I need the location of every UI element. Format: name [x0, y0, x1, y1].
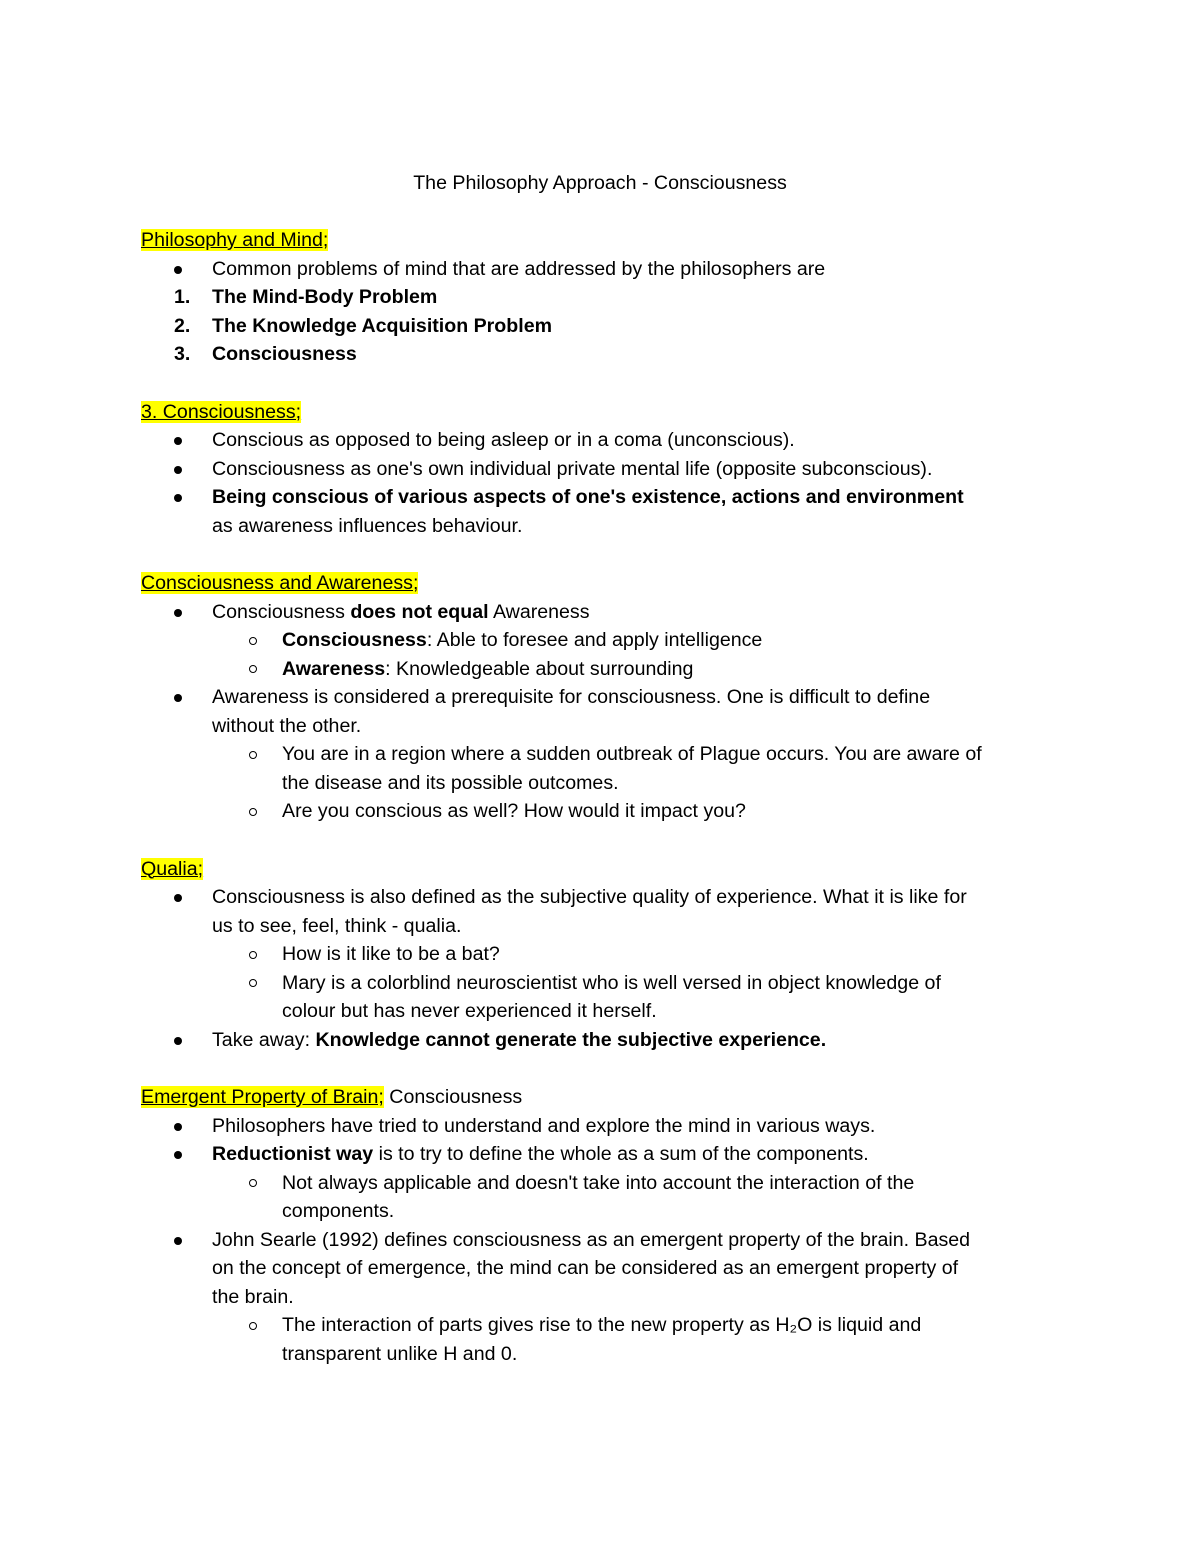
section-heading-consciousness-and-awareness: Consciousness and Awareness; — [141, 572, 419, 594]
bullet-icon — [174, 894, 182, 902]
sub-list-item: Mary is a colorblind neuroscientist who is well versed in object knowledge of — [141, 969, 1071, 998]
sub-list-item: Not always applicable and doesn't take into account the interaction of the — [141, 1169, 1071, 1198]
sub-list-item: Consciousness: Able to foresee and apply intelligence — [141, 626, 1071, 655]
sub-list-item: Awareness: Knowledgeable about surrounding — [141, 655, 1071, 684]
bullet-icon — [174, 437, 182, 445]
document-body — [141, 226, 1071, 1368]
list-item-continuation: us to see, feel, think - qualia. — [212, 914, 462, 937]
list-item: John Searle (1992) defines consciousness as an emergent property of the brain. Based — [141, 1226, 1071, 1255]
sub-list-item-continuation: the disease and its possible outcomes. — [282, 771, 619, 794]
bullet-icon — [174, 266, 182, 274]
list-item: Consciousness is also defined as the subjective quality of experience. What it is like for — [141, 883, 1071, 912]
list-item: Reductionist way is to try to define the whole as a sum of the components. — [141, 1140, 1071, 1169]
sub-list-item-continuation: components. — [282, 1200, 395, 1222]
list-item: Philosophers have tried to understand and explore the mind in various ways. — [141, 1112, 1071, 1141]
hollow-bullet-icon — [249, 951, 257, 959]
list-item-continuation: on the concept of emergence, the mind can be considered as an emergent property of — [212, 1257, 959, 1279]
hollow-bullet-icon — [249, 665, 257, 673]
bullet-icon — [174, 1151, 182, 1159]
hollow-bullet-icon — [249, 637, 257, 645]
list-item: Conscious as opposed to being asleep or in a coma (unconscious). — [141, 426, 1071, 455]
section-heading-philosophy-and-mind: Philosophy and Mind; — [141, 229, 329, 251]
sub-list-item: You are in a region where a sudden outbreak of Plague occurs. You are aware of — [141, 740, 1071, 769]
list-item: Being conscious of various aspects of one's existence, actions and environment — [141, 483, 1071, 512]
hollow-bullet-icon — [249, 751, 257, 759]
list-item: 2. The Knowledge Acquisition Problem — [174, 314, 553, 337]
bullet-icon — [174, 466, 182, 474]
hollow-bullet-icon — [249, 1322, 257, 1330]
list-item-continuation: without the other. — [212, 714, 362, 737]
bullet-icon — [174, 1237, 182, 1245]
list-item: Take away: Knowledge cannot generate the subjective experience. — [141, 1026, 1071, 1055]
hollow-bullet-icon — [249, 1179, 257, 1187]
sub-list-item: Are you conscious as well? How would it impact you? — [141, 797, 1071, 826]
list-item: Common problems of mind that are addressed by the philosophers are — [141, 255, 1071, 284]
hollow-bullet-icon — [249, 979, 257, 987]
bullet-icon — [174, 494, 182, 502]
sub-list-item-continuation: transparent unlike H and 0. — [282, 1342, 518, 1365]
sub-list-item: The interaction of parts gives rise to the new property as H₂O is liquid and — [141, 1311, 1071, 1340]
list-item-continuation: the brain. — [212, 1285, 294, 1308]
sub-list-item-continuation: colour but has never experienced it herself. — [282, 1000, 657, 1022]
bullet-icon — [174, 1037, 182, 1045]
list-item: Consciousness does not equal Awareness — [141, 598, 1071, 627]
bullet-icon — [174, 694, 182, 702]
section-heading-qualia: Qualia; — [141, 857, 204, 880]
bullet-icon — [174, 609, 182, 617]
list-item-continuation: as awareness influences behaviour. — [212, 514, 523, 537]
list-item: Awareness is considered a prerequisite for consciousness. One is difficult to define — [141, 683, 1071, 712]
list-item: Consciousness as one's own individual private mental life (opposite subconscious). — [141, 455, 1071, 484]
hollow-bullet-icon — [249, 808, 257, 816]
list-item: 3. Consciousness — [174, 343, 357, 365]
document-title: The Philosophy Approach - Consciousness — [413, 172, 787, 194]
list-item: 1. The Mind-Body Problem — [174, 286, 438, 308]
bullet-icon — [174, 1123, 182, 1131]
section-heading-consciousness: 3. Consciousness; — [141, 400, 302, 423]
section-heading-emergent-property: Emergent Property of Brain; Consciousness — [141, 1086, 523, 1108]
sub-list-item: How is it like to be a bat? — [141, 940, 1071, 969]
